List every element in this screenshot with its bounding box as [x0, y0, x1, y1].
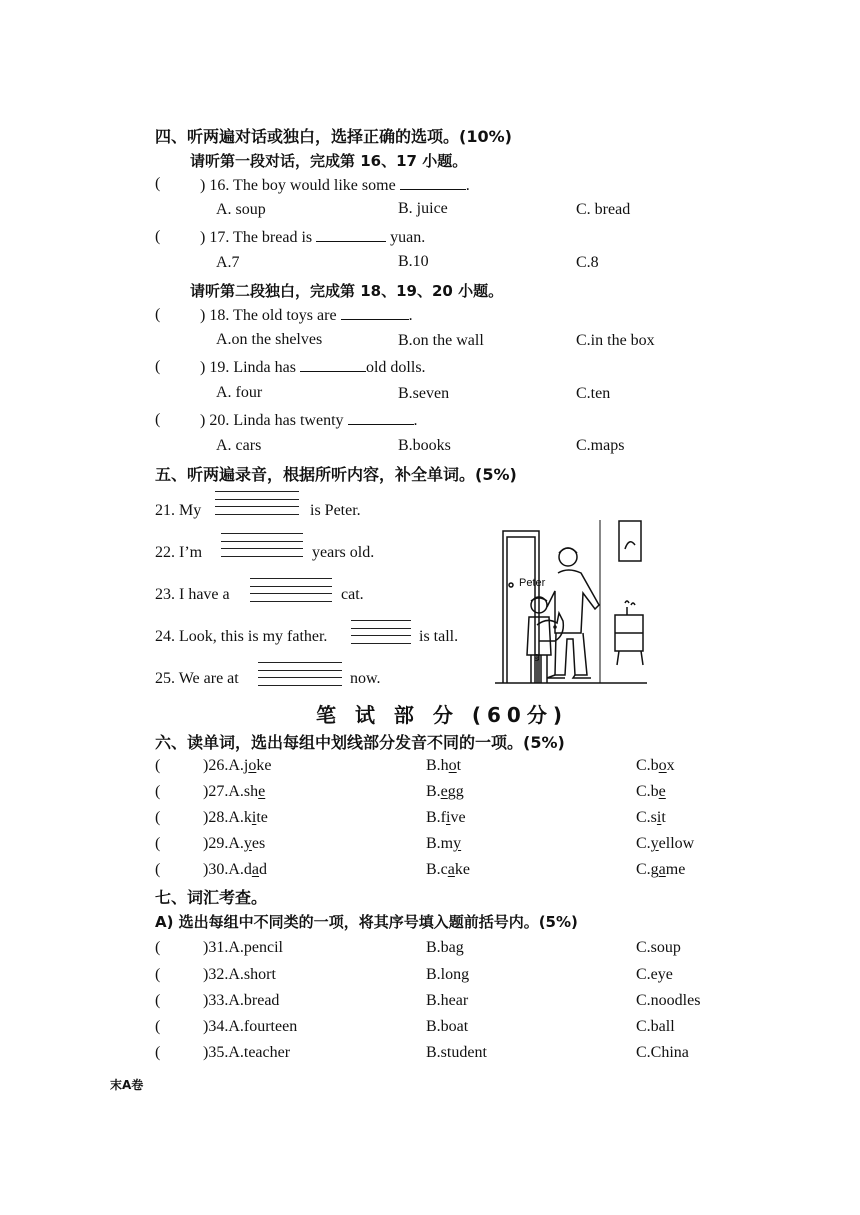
section6-heading: 六、读单词，选出每组中划线部分发音不同的一项。(5%) [155, 733, 565, 752]
question-20-option-c[interactable]: C.maps [576, 437, 625, 454]
underlined-letter: a [251, 861, 259, 878]
underlined-letter: e [258, 783, 266, 800]
question-19-option-b[interactable]: B.seven [398, 385, 450, 402]
underlined-letter: e [658, 783, 666, 800]
phonics-option-c[interactable]: C.game [636, 861, 686, 878]
answer-paren[interactable]: ( [155, 835, 161, 852]
question-19-option-c[interactable]: C.ten [576, 385, 611, 402]
fill-23-prefix: 23. I have a [155, 586, 230, 603]
classify-option-c[interactable]: C.eye [636, 966, 673, 983]
question-16-option-c[interactable]: C. bread [576, 201, 631, 218]
classify-option-a[interactable]: )34.A.fourteen [203, 1018, 298, 1035]
answer-blank[interactable] [348, 410, 414, 425]
classify-option-a[interactable]: )31.A.pencil [203, 939, 283, 956]
classify-option-b[interactable]: B.bag [426, 939, 464, 956]
phonics-option-c[interactable]: C.yellow [636, 835, 695, 852]
shirt-number: 9 [534, 653, 540, 664]
phonics-option-c[interactable]: C.sit [636, 809, 666, 826]
underlined-letter: o [248, 757, 257, 774]
phonics-option-c[interactable]: C.be [636, 783, 666, 800]
fill-22-prefix: 22. I’m [155, 544, 203, 561]
answer-paren[interactable]: ( [155, 358, 161, 375]
fill-24-suffix: is tall. [419, 628, 459, 645]
section4-heading: 四、听两遍对话或独白，选择正确的选项。(10%) [155, 127, 512, 146]
question-16-stem: ) 16. The boy would like some . [200, 177, 470, 194]
underlined-letter: i [446, 809, 451, 826]
question-18-option-b[interactable]: B.on the wall [398, 332, 484, 349]
question-16-option-b[interactable]: B. juice [398, 200, 448, 217]
phonics-option-b[interactable]: B.cake [426, 861, 470, 878]
peter-label: Peter [519, 577, 546, 589]
fill-22-suffix: years old. [312, 544, 375, 561]
father-and-son-illustration [495, 515, 647, 690]
section5-heading: 五、听两遍录音，根据所听内容，补全单词。(5%) [155, 465, 517, 484]
answer-blank[interactable] [300, 357, 366, 372]
answer-paren[interactable]: ( [155, 783, 161, 800]
question-17-option-c[interactable]: C.8 [576, 254, 599, 271]
classify-option-c[interactable]: C.ball [636, 1018, 675, 1035]
fill-23-suffix: cat. [341, 586, 364, 603]
underlined-letter: a [447, 861, 455, 878]
phonics-option-c[interactable]: C.box [636, 757, 675, 774]
underlined-letter: e [440, 783, 448, 800]
answer-paren[interactable]: ( [155, 939, 161, 956]
classify-option-a[interactable]: )35.A.teacher [203, 1044, 291, 1061]
answer-paren[interactable]: ( [155, 1044, 161, 1061]
fill-21-prefix: 21. My [155, 502, 202, 519]
answer-blank[interactable] [316, 227, 386, 242]
question-20-option-b[interactable]: B.books [398, 437, 451, 454]
question-16-option-a[interactable]: A. soup [216, 201, 266, 218]
classify-option-b[interactable]: B.long [426, 966, 470, 983]
answer-blank[interactable] [400, 175, 466, 190]
question-18-option-c[interactable]: C.in the box [576, 332, 655, 349]
answer-paren[interactable]: ( [155, 966, 161, 983]
section4-part2-instruction: 请听第二段独白，完成第 18、19、20 小题。 [190, 282, 504, 300]
phonics-option-a[interactable]: )26.A.joke [203, 757, 272, 774]
answer-blank[interactable] [341, 305, 409, 320]
phonics-option-a[interactable]: )27.A.she [203, 783, 266, 800]
underlined-letter: o [448, 757, 457, 774]
underlined-letter: a [658, 861, 666, 878]
answer-paren[interactable]: ( [155, 175, 161, 192]
underlined-letter: o [658, 757, 667, 774]
underlined-letter: y [453, 835, 462, 852]
question-17-option-a[interactable]: A.7 [216, 254, 240, 271]
phonics-option-b[interactable]: B.five [426, 809, 466, 826]
answer-paren[interactable]: ( [155, 809, 161, 826]
answer-paren[interactable]: ( [155, 992, 161, 1009]
phonics-option-a[interactable]: )29.A.yes [203, 835, 266, 852]
question-19-stem: ) 19. Linda has old dolls. [200, 359, 426, 376]
answer-paren[interactable]: ( [155, 228, 161, 245]
classify-option-a[interactable]: )33.A.bread [203, 992, 280, 1009]
classify-option-b[interactable]: B.hear [426, 992, 469, 1009]
answer-paren[interactable]: ( [155, 411, 161, 428]
phonics-option-b[interactable]: B.egg [426, 783, 464, 800]
question-17-stem: ) 17. The bread is yuan. [200, 229, 426, 246]
question-17-option-b[interactable]: B.10 [398, 253, 429, 270]
question-20-option-a[interactable]: A. cars [216, 437, 262, 454]
footer-label: 末A卷 [110, 1078, 144, 1092]
classify-option-c[interactable]: C.noodles [636, 992, 701, 1009]
section7-heading: 七、词汇考查。 [155, 888, 268, 907]
written-part-title: 笔 试 部 分 (60分) [316, 703, 568, 727]
classify-option-c[interactable]: C.soup [636, 939, 681, 956]
question-19-option-a[interactable]: A. four [216, 384, 263, 401]
underlined-letter: y [243, 835, 252, 852]
answer-paren[interactable]: ( [155, 861, 161, 878]
fill-25-prefix: 25. We are at [155, 670, 239, 687]
classify-option-b[interactable]: B.boat [426, 1018, 469, 1035]
question-20-stem: ) 20. Linda has twenty . [200, 412, 418, 429]
fill-21-suffix: is Peter. [310, 502, 361, 519]
underlined-letter: i [251, 809, 257, 826]
answer-paren[interactable]: ( [155, 1018, 161, 1035]
underlined-letter: y [650, 835, 659, 852]
phonics-option-a[interactable]: )28.A.kite [203, 809, 268, 826]
answer-paren[interactable]: ( [155, 306, 161, 323]
fill-24-prefix: 24. Look, this is my father. [155, 628, 328, 645]
phonics-option-b[interactable]: B.hot [426, 757, 462, 774]
question-18-option-a[interactable]: A.on the shelves [216, 331, 323, 348]
section4-part1-instruction: 请听第一段对话，完成第 16、17 小题。 [190, 152, 468, 170]
phonics-option-b[interactable]: B.my [426, 835, 462, 852]
question-18-stem: ) 18. The old toys are . [200, 307, 413, 324]
classify-option-a[interactable]: )32.A.short [203, 966, 276, 983]
answer-paren[interactable]: ( [155, 757, 161, 774]
classify-option-b[interactable]: B.student [426, 1044, 487, 1061]
phonics-option-a[interactable]: )30.A.dad [203, 861, 267, 878]
classify-option-c[interactable]: C.China [636, 1044, 689, 1061]
fill-25-suffix: now. [350, 670, 381, 687]
section7-subA-instruction: A) 选出每组中不同类的一项，将其序号填入题前括号内。(5%) [155, 913, 578, 931]
underlined-letter: i [656, 809, 662, 826]
